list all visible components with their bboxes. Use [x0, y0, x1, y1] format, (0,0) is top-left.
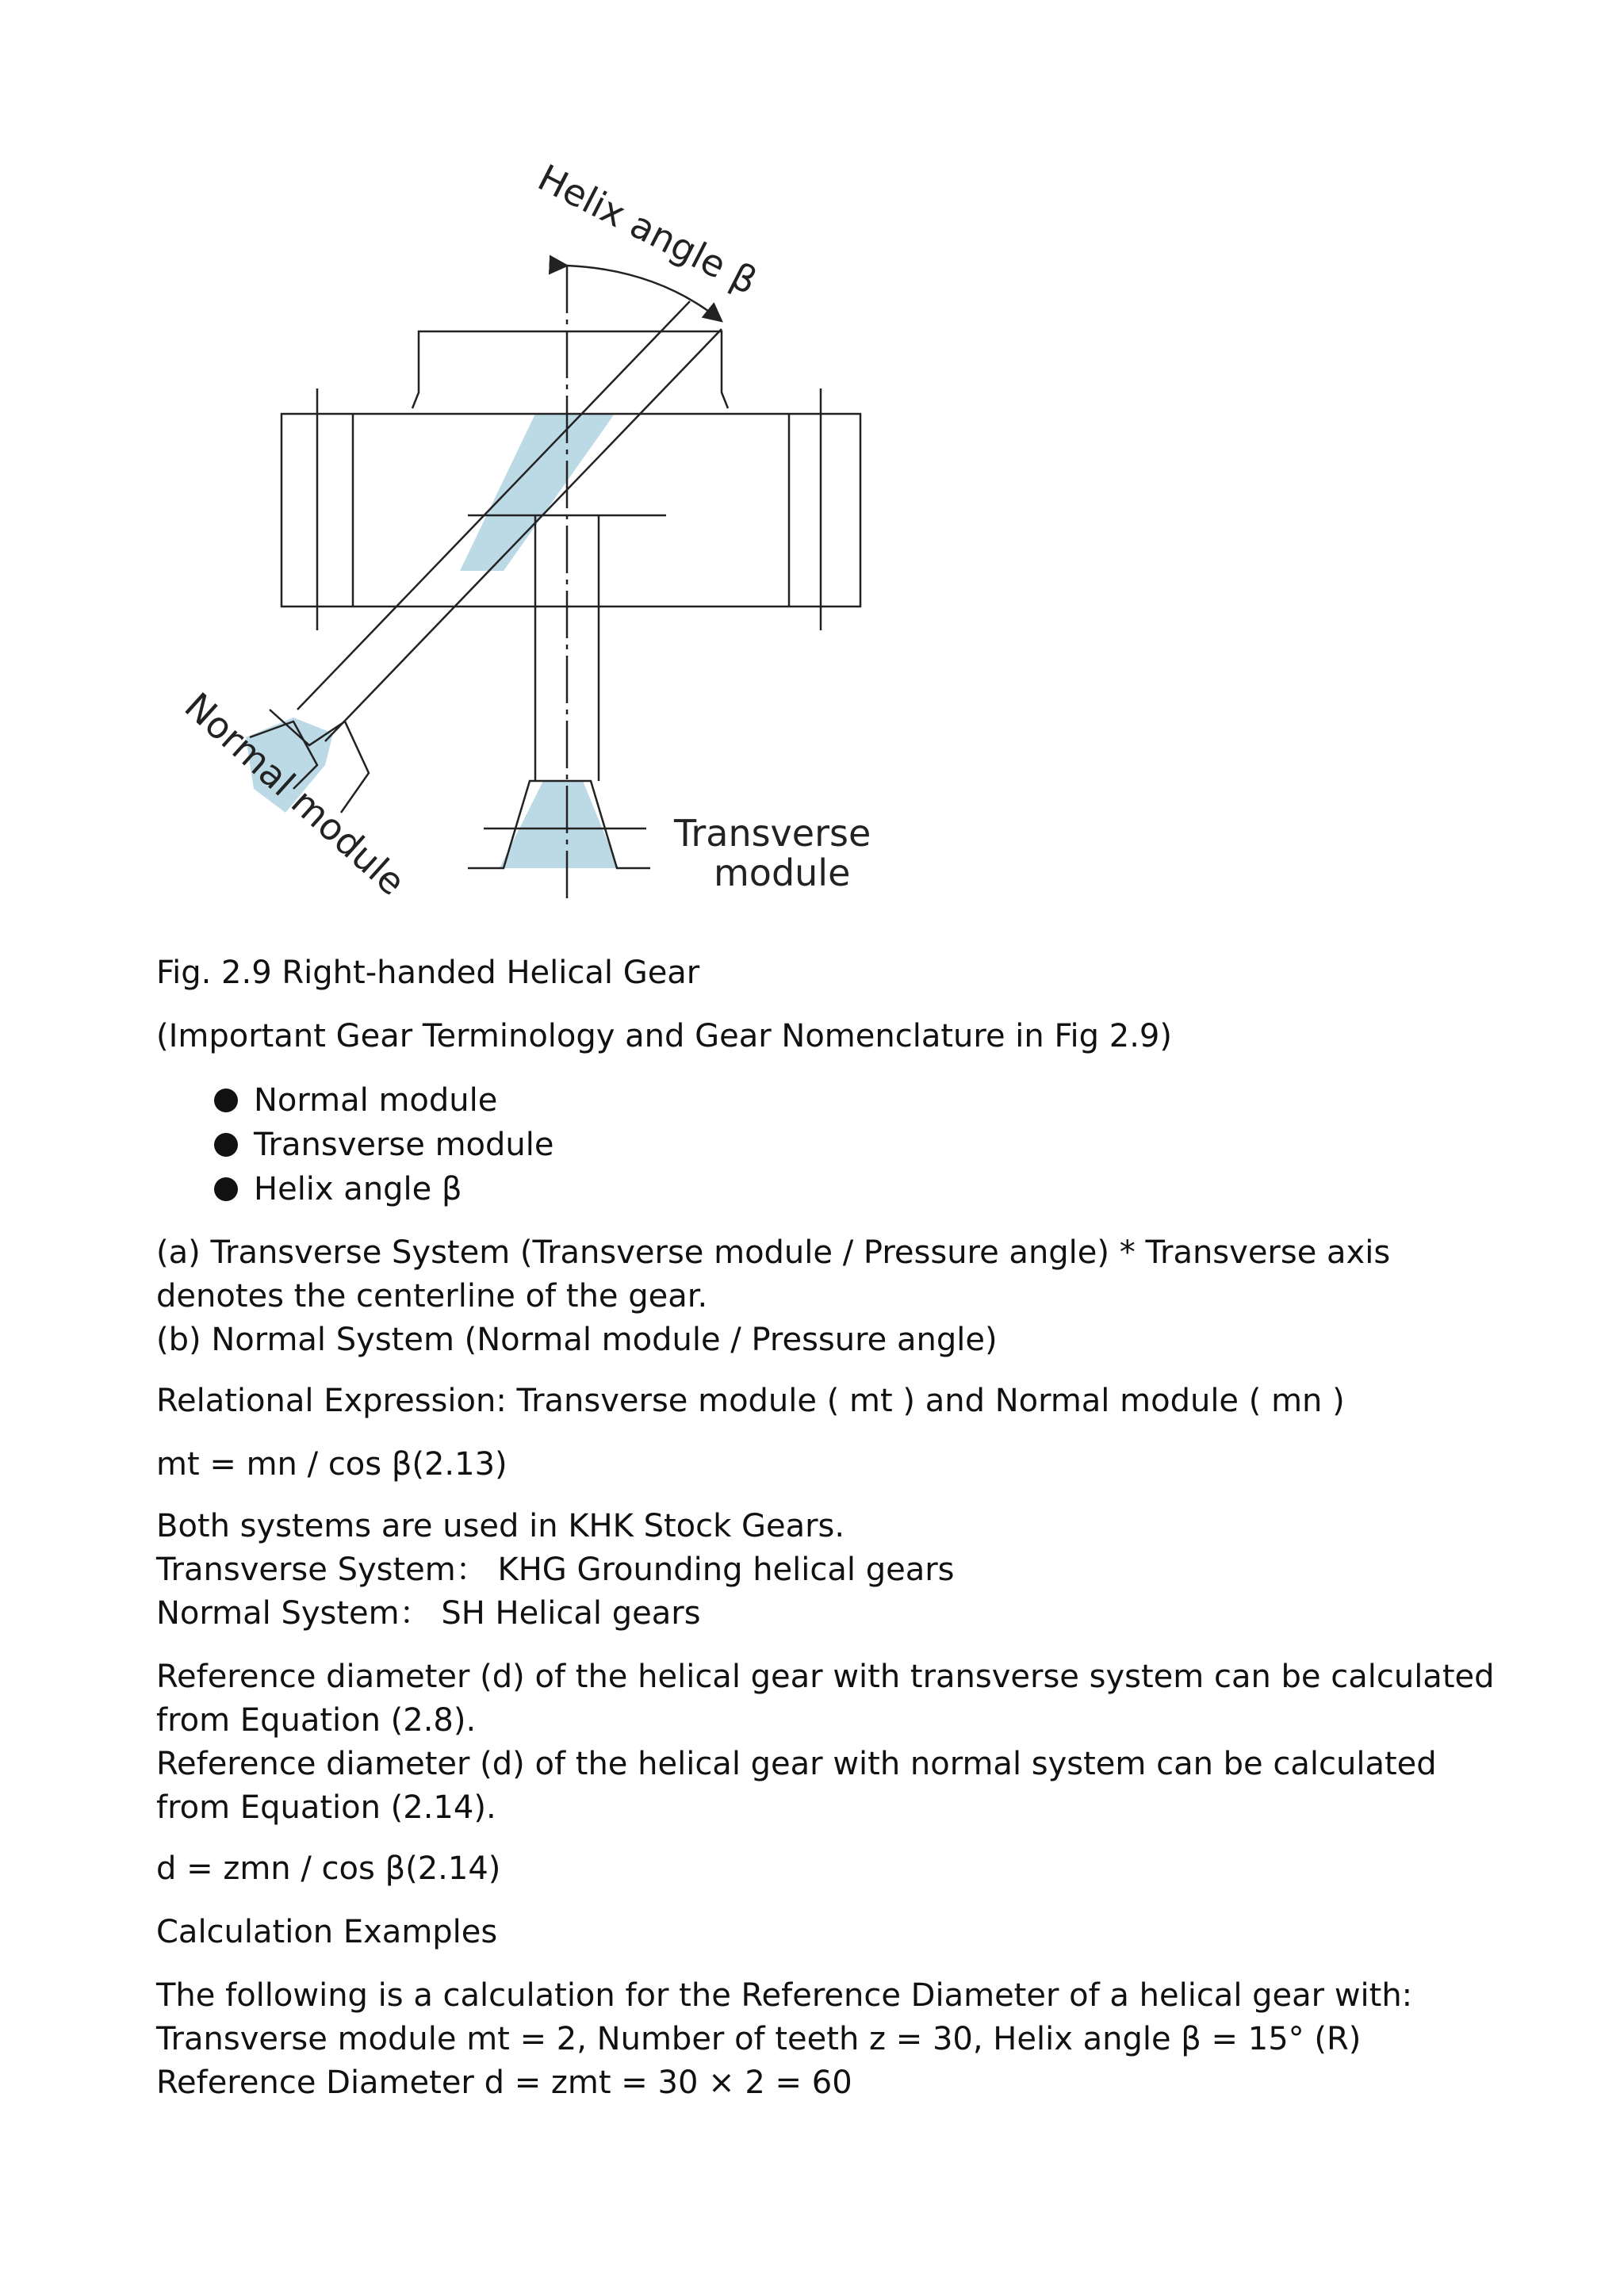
normal-system-paragraph: (b) Normal System (Normal module / Pressure angle)	[156, 1322, 998, 1358]
relational-expression: Relational Expression: Transverse module ( mt ) and Normal module ( mn )	[156, 1383, 1345, 1419]
calculation-intro: The following is a calculation for the Reference Diameter of a helical gear with:	[156, 1977, 1413, 2014]
helix-band-shade	[460, 414, 615, 571]
equation-2-14: d = zmn / cos β(2.14)	[156, 1850, 501, 1887]
figure-subcaption: (Important Gear Terminology and Gear Nomenclature in Fig 2.9)	[156, 1018, 1172, 1054]
calculation-heading: Calculation Examples	[156, 1914, 498, 1950]
calculation-given: Transverse module mt = 2, Number of teeth z = 30, Helix angle β = 15° (R)	[156, 2021, 1362, 2057]
transverse-system-paragraph: (a) Transverse System (Transverse module / Pressure angle) * Transverse axis denotes the centerline of the gear.	[156, 1234, 1391, 1314]
equation-2-13: mt = mn / cos β(2.13)	[156, 1446, 508, 1483]
transverse-label-line1: Transverse	[674, 812, 871, 855]
transverse-label-line2: module	[714, 851, 851, 894]
list-item: Normal module	[214, 1078, 554, 1123]
list-item: Transverse module	[214, 1123, 554, 1167]
calculation-result: Reference Diameter d = zmt = 30 × 2 = 60	[156, 2064, 852, 2101]
terminology-list	[214, 1078, 554, 1211]
normal-system-text: Normal System： SH Helical gears	[156, 1595, 701, 1632]
list-item: Helix angle β	[214, 1167, 554, 1211]
figure-caption: Fig. 2.9 Right-handed Helical Gear	[156, 955, 700, 991]
normal-module-label: Normal module	[176, 684, 414, 904]
reference-normal-text: Reference diameter (d) of the helical gear with normal system can be calculated from Equation (2.14).	[156, 1746, 1437, 1826]
both-systems-text: Both systems are used in KHK Stock Gears.	[156, 1508, 845, 1544]
transverse-system-text: Transverse System： KHG Grounding helical gears	[156, 1552, 955, 1588]
reference-transverse-text: Reference diameter (d) of the helical gear with transverse system can be calculated from Equation (2.8).	[156, 1659, 1495, 1739]
gear-hub-outline	[412, 331, 728, 408]
helix-angle-label: Helix angle β	[531, 155, 764, 303]
helical-gear-figure	[151, 155, 924, 928]
